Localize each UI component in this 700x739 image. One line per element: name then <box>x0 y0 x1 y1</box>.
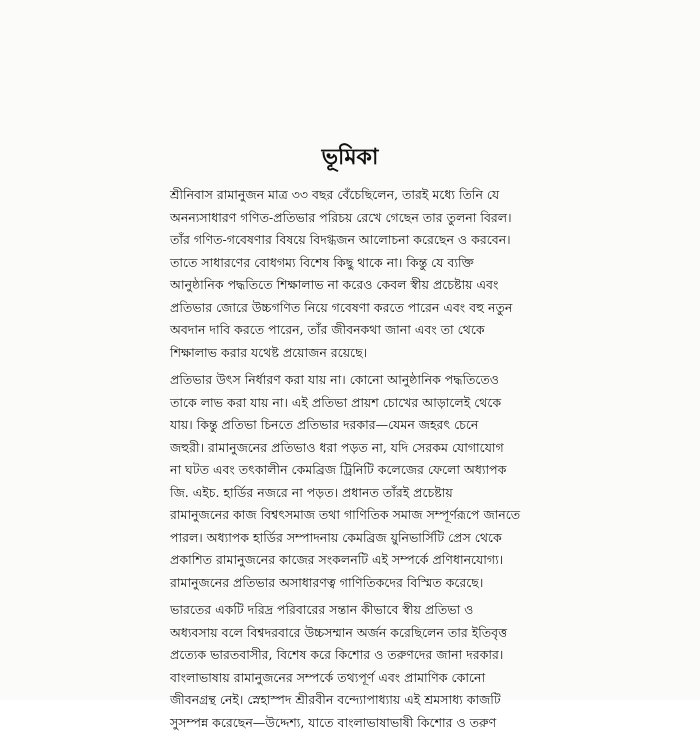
text-line: রামানুজনের প্রতিভার অসাধারণত্ব গাণিতিকদের বিস্মিত করেছে। <box>170 574 484 590</box>
text-line: পারল। অধ্যাপক হার্ডির সম্পাদনায় কেমব্রিজ য়ুনিভার্সিটি প্রেস থেকে <box>170 529 502 545</box>
text-line: শ্রীনিবাস রামানুজন মাত্র ৩৩ বছর বেঁচেছিলেন, তারই মধ্যে তিনি যে <box>170 187 500 202</box>
text-line: রামানুজনের কাজ বিশ্বৎসমাজ তথা গাণিতিক সমাজ সম্পূর্ণরূপে জানতে <box>170 507 521 522</box>
text-line: আনুষ্ঠানিক পদ্ধতিতে শিক্ষালাভ না করেও কেবল স্বীয় প্রচেষ্টায় এবং <box>170 277 499 292</box>
paragraph-1 <box>170 184 546 364</box>
text-line: অনন্যসাধারণ গণিত-প্রতিভার পরিচয় রেখে গেছেন তার তুলনা বিরল। <box>170 209 512 225</box>
text-line: বাংলাভাষায় রামানুজনের সম্পর্কে তথ্যপূর্ণ এবং প্রামাণিক কোনো <box>170 669 486 685</box>
text-line: প্রত্যেক ভারতবাসীর, বিশেষ করে কিশোর ও তরুণদের জানা দরকার। <box>170 647 504 662</box>
paragraph-3 <box>170 599 546 734</box>
paragraph-2 <box>170 369 546 594</box>
text-line: অবদান দাবি করতে পারেন, তাঁর জীবনকথা জানা এবং তা থেকে <box>170 322 485 337</box>
text-line: অধ্যবসায় বলে বিশ্বদরবারে উচ্চসম্মান অর্জন করেছিলেন তার ইতিবৃত্ত <box>170 624 508 640</box>
text-line: জি. এইচ. হার্ডির নজরে না পড়ত। প্রধানত তাঁরই প্রচেষ্টায় <box>170 484 453 500</box>
text-line: জীবনগ্রন্থ নেই। স্নেহাস্পদ শ্রীরবীন বন্দ্যোপাধ্যায় এই শ্রমসাধ্য কাজটি <box>170 692 501 707</box>
text-line: জহুরী। রামানুজনের প্রতিভাও ধরা পড়ত না, যদি সেরকম যোগাযোগ <box>170 439 504 455</box>
body-text <box>170 184 546 739</box>
text-line: তাকে লাভ করা যায় না। এই প্রতিভা প্রায়শ চোখের আড়ালেই থেকে <box>170 394 502 410</box>
text-line: তাতে সাধারণের বোধগম্য বিশেষ কিছু থাকে না। কিন্তু যে ব্যক্তি <box>170 254 474 270</box>
text-line: ভারতের একটি দরিদ্র পরিবারের সন্তান কীভাবে স্বীয় প্রতিভা ও <box>170 602 474 617</box>
text-line: প্রতিভার উৎস নির্ধারণ করা যায় না। কোনো আনুষ্ঠানিক পদ্ধতিতেও <box>170 372 500 387</box>
text-line: যায়। কিন্তু প্রতিভা চিনতে প্রতিভার দরকার—যেমন জহরৎ চেনে <box>170 417 479 432</box>
text-line: প্রকাশিত রামানুজনের কাজের সংকলনটি এই সম্পর্কে প্রণিধানযোগ্য। <box>170 552 504 567</box>
text-line: তাঁর গণিত-গবেষণার বিষয়ে বিদগ্ধজন আলোচনা করেছেন ও করবেন। <box>170 232 511 247</box>
text-line: প্রতিভার জোরে উচ্চগণিত নিয়ে গবেষণা করতে পারেন এবং বহু নতুন <box>170 299 513 315</box>
text-line: সুসম্পন্ন করেছেন—উদ্দেশ্য, যাতে বাংলাভাষাভাষী কিশোর ও তরুণ <box>170 714 497 730</box>
page-title: ভূমিকা <box>321 144 379 170</box>
text-line: না ঘটত এবং তৎকালীন কেমব্রিজ ট্রিনিটি কলেজের ফেলো অধ্যাপক <box>170 462 507 477</box>
text-line: শিক্ষালাভ করার যথেষ্ট প্রয়োজন রয়েছে। <box>170 344 368 360</box>
